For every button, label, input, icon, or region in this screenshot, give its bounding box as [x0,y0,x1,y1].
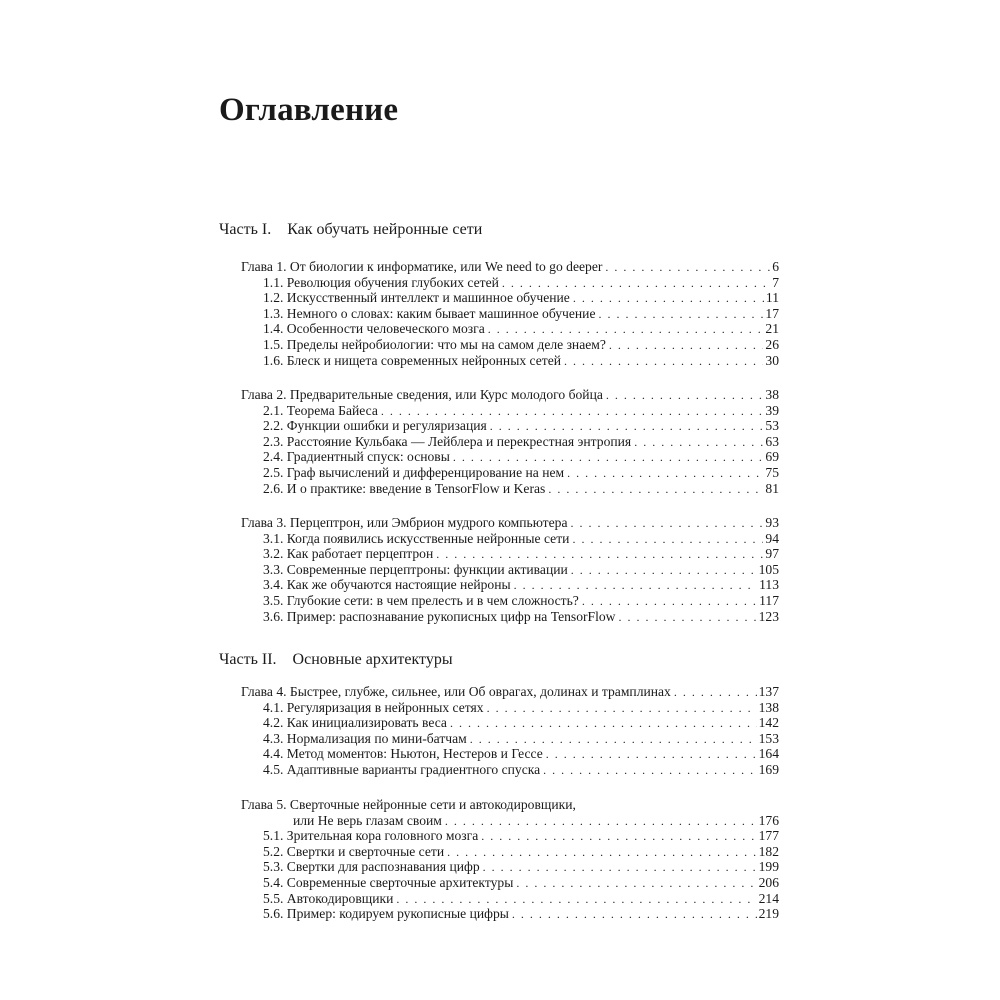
toc-entry-section[interactable] [241,828,779,844]
chapter-block [241,515,779,624]
toc-entry-chapter[interactable] [241,684,779,700]
toc-entry-section[interactable] [241,746,779,762]
dot-leader [634,435,763,451]
entry-title: 5.2. Свертки и сверточные сети [263,843,445,859]
dot-leader [618,610,756,626]
entry-title: 3.1. Когда появились искусственные нейронные сети [263,530,570,546]
entry-title: Глава 1. От биологии к информатике, или We need to go deeper [241,259,603,274]
dot-leader [548,482,763,498]
dot-leader [564,354,763,370]
toc-entry-section[interactable] [241,906,779,922]
dot-leader [450,716,757,732]
entry-title: 5.5. Автокодировщики [263,890,394,906]
part-heading [219,222,482,238]
toc-entry-chapter[interactable] [241,515,779,531]
dot-leader [572,532,763,548]
page-number: 97 [765,546,779,562]
dot-leader [512,907,757,923]
toc-entry-section[interactable] [241,434,779,450]
page-number: 219 [758,906,779,922]
page-number: 176 [758,812,779,828]
page-number: 7 [772,274,779,290]
dot-leader [573,291,764,307]
page-number: 6 [772,259,779,274]
entry-title: 5.3. Свертки для распознавания цифр [263,859,480,875]
page-number: 113 [759,577,779,593]
toc-entry-section[interactable] [241,762,779,778]
page-number: 81 [765,480,779,496]
page-number: 153 [758,730,779,746]
toc-entry-section[interactable] [241,844,779,860]
entry-title: 2.2. Функции ошибки и регуляризация [263,418,487,434]
toc-entry-section[interactable] [241,481,779,497]
dot-leader [436,547,763,563]
dot-leader [516,876,756,892]
part-heading [219,652,453,668]
toc-entry-section[interactable] [241,449,779,465]
entry-title: 5.4. Современные сверточные архитектуры [263,874,514,890]
entry-title: Глава 3. Перцептрон, или Эмбрион мудрого компьютера [241,515,568,530]
entry-title-continued: или Не верь глазам своим [293,812,442,828]
entry-title: 4.1. Регуляризация в нейронных сетях [263,699,484,715]
entry-title: 1.5. Пределы нейробиологии: что мы на самом деле знаем? [263,336,606,352]
dot-leader [582,594,757,610]
entry-title: 1.3. Немного о словах: каким бывает машинное обучение [263,305,596,321]
toc-entry-section[interactable] [241,531,779,547]
page-number: 30 [765,352,779,368]
dot-leader [470,732,757,748]
entry-title: Глава 2. Предварительные сведения, или Курс молодого бойца [241,387,603,402]
toc-entry-section[interactable] [241,290,779,306]
entry-title: Глава 5. Сверточные нейронные сети и автокодировщики, [241,797,576,812]
entry-title: 5.1. Зрительная кора головного мозга [263,828,479,844]
part-name: Основные архитектуры [292,651,453,668]
page-number: 53 [765,418,779,434]
page-number: 214 [758,890,779,906]
page-number: 199 [758,859,779,875]
chapter-block [241,797,779,922]
entry-title: 2.1. Теорема Байеса [263,402,378,418]
toc-entry-section[interactable] [241,700,779,716]
toc-entry-section[interactable] [241,593,779,609]
page-number: 26 [765,336,779,352]
page-number: 164 [758,746,779,762]
toc-entry-chapter[interactable] [241,797,779,813]
toc-entry-section[interactable] [241,859,779,875]
dot-leader [570,516,763,532]
toc-entry-section[interactable] [241,875,779,891]
entry-title: 2.6. И о практике: введение в TensorFlow и Keras [263,480,546,496]
toc-entry-chapter[interactable] [241,259,779,275]
chapter-block [241,259,779,368]
toc-entry-section[interactable] [241,353,779,369]
dot-leader [483,860,757,876]
dot-leader [514,578,757,594]
chapter-block [241,387,779,496]
page-number: 17 [765,305,779,321]
toc-entry-section[interactable] [241,731,779,747]
dot-leader [487,701,757,717]
toc-entry-chapter[interactable] [241,387,779,403]
page-number: 137 [758,684,779,699]
page-number: 38 [765,387,779,402]
dot-leader [571,563,757,579]
toc-entry-section[interactable] [241,609,779,625]
toc-entry-section[interactable] [241,715,779,731]
part-name: Как обучать нейронные сети [287,221,483,238]
part-number: Часть I. [219,221,272,238]
page-number: 177 [758,828,779,844]
page-number: 105 [758,561,779,577]
dot-leader [606,388,764,404]
page-number: 11 [765,290,779,306]
entry-title: 3.3. Современные перцептроны: функции активации [263,561,568,577]
dot-leader [605,260,770,276]
page-number: 93 [765,515,779,530]
toc-entry-section[interactable] [241,321,779,337]
page-number: 69 [765,449,779,465]
entry-title: 2.5. Граф вычислений и дифференцирование на нем [263,464,565,480]
toc-entry-section[interactable] [241,306,779,322]
toc-entry-section[interactable] [241,275,779,291]
dot-leader [543,763,756,779]
page-number: 138 [758,699,779,715]
entry-title: 4.4. Метод моментов: Ньютон, Нестеров и Гессе [263,746,543,762]
part-number: Часть II. [219,651,277,668]
entry-title: 4.5. Адаптивные варианты градиентного спуска [263,761,541,777]
page-number: 75 [765,464,779,480]
entry-title: 1.2. Искусственный интеллект и машинное обучение [263,290,570,306]
dot-leader [598,307,763,323]
entry-title: 3.5. Глубокие сети: в чем прелесть и в чем сложность? [263,592,579,608]
page-number: 182 [758,843,779,859]
dot-leader [609,338,763,354]
page-number: 123 [758,608,779,624]
dot-leader [396,892,756,908]
entry-title: 3.4. Как же обучаются настоящие нейроны [263,577,511,593]
entry-title: 1.4. Особенности человеческого мозга [263,321,485,337]
toc-entry-section[interactable] [241,418,779,434]
dot-leader [674,685,757,701]
toc-entry-chapter-continued[interactable] [241,813,779,829]
entry-title: 2.3. Расстояние Кульбака — Лейблера и перекрестная энтропия [263,433,632,449]
page-number: 206 [758,874,779,890]
entry-title: Глава 4. Быстрее, глубже, сильнее, или Об оврагах, долинах и трамплинах [241,684,671,699]
toc-entry-section[interactable] [241,546,779,562]
toc-entry-section[interactable] [241,891,779,907]
dot-leader [453,450,764,466]
entry-title: 1.6. Блеск и нищета современных нейронных сетей [263,352,562,368]
page-number: 169 [758,761,779,777]
dot-leader [546,747,757,763]
page-title: Оглавление [219,92,399,128]
entry-title: 5.6. Пример: кодируем рукописные цифры [263,906,509,922]
dot-leader [488,322,764,338]
dot-leader [447,845,757,861]
dot-leader [445,814,757,830]
toc-entry-section[interactable] [241,337,779,353]
entry-title: 3.6. Пример: распознавание рукописных цифр на TensorFlow [263,608,616,624]
dot-leader [567,466,763,482]
toc-entry-section[interactable] [241,465,779,481]
entry-title: 4.2. Как инициализировать веса [263,715,447,731]
dot-leader [490,419,764,435]
page-number: 63 [765,433,779,449]
entry-title: 2.4. Градиентный спуск: основы [263,449,450,465]
dot-leader [381,404,764,420]
page-number: 117 [759,592,779,608]
toc-entry-section[interactable] [241,562,779,578]
dot-leader [502,276,770,292]
page-number: 94 [765,530,779,546]
page-number: 39 [765,402,779,418]
entry-title: 4.3. Нормализация по мини-батчам [263,730,467,746]
entry-title: 1.1. Революция обучения глубоких сетей [263,274,499,290]
toc-entry-section[interactable] [241,403,779,419]
dot-leader [481,829,756,845]
chapter-block [241,684,779,778]
page-number: 21 [765,321,779,337]
toc-entry-section[interactable] [241,577,779,593]
entry-title: 3.2. Как работает перцептрон [263,546,434,562]
page-number: 142 [758,715,779,731]
